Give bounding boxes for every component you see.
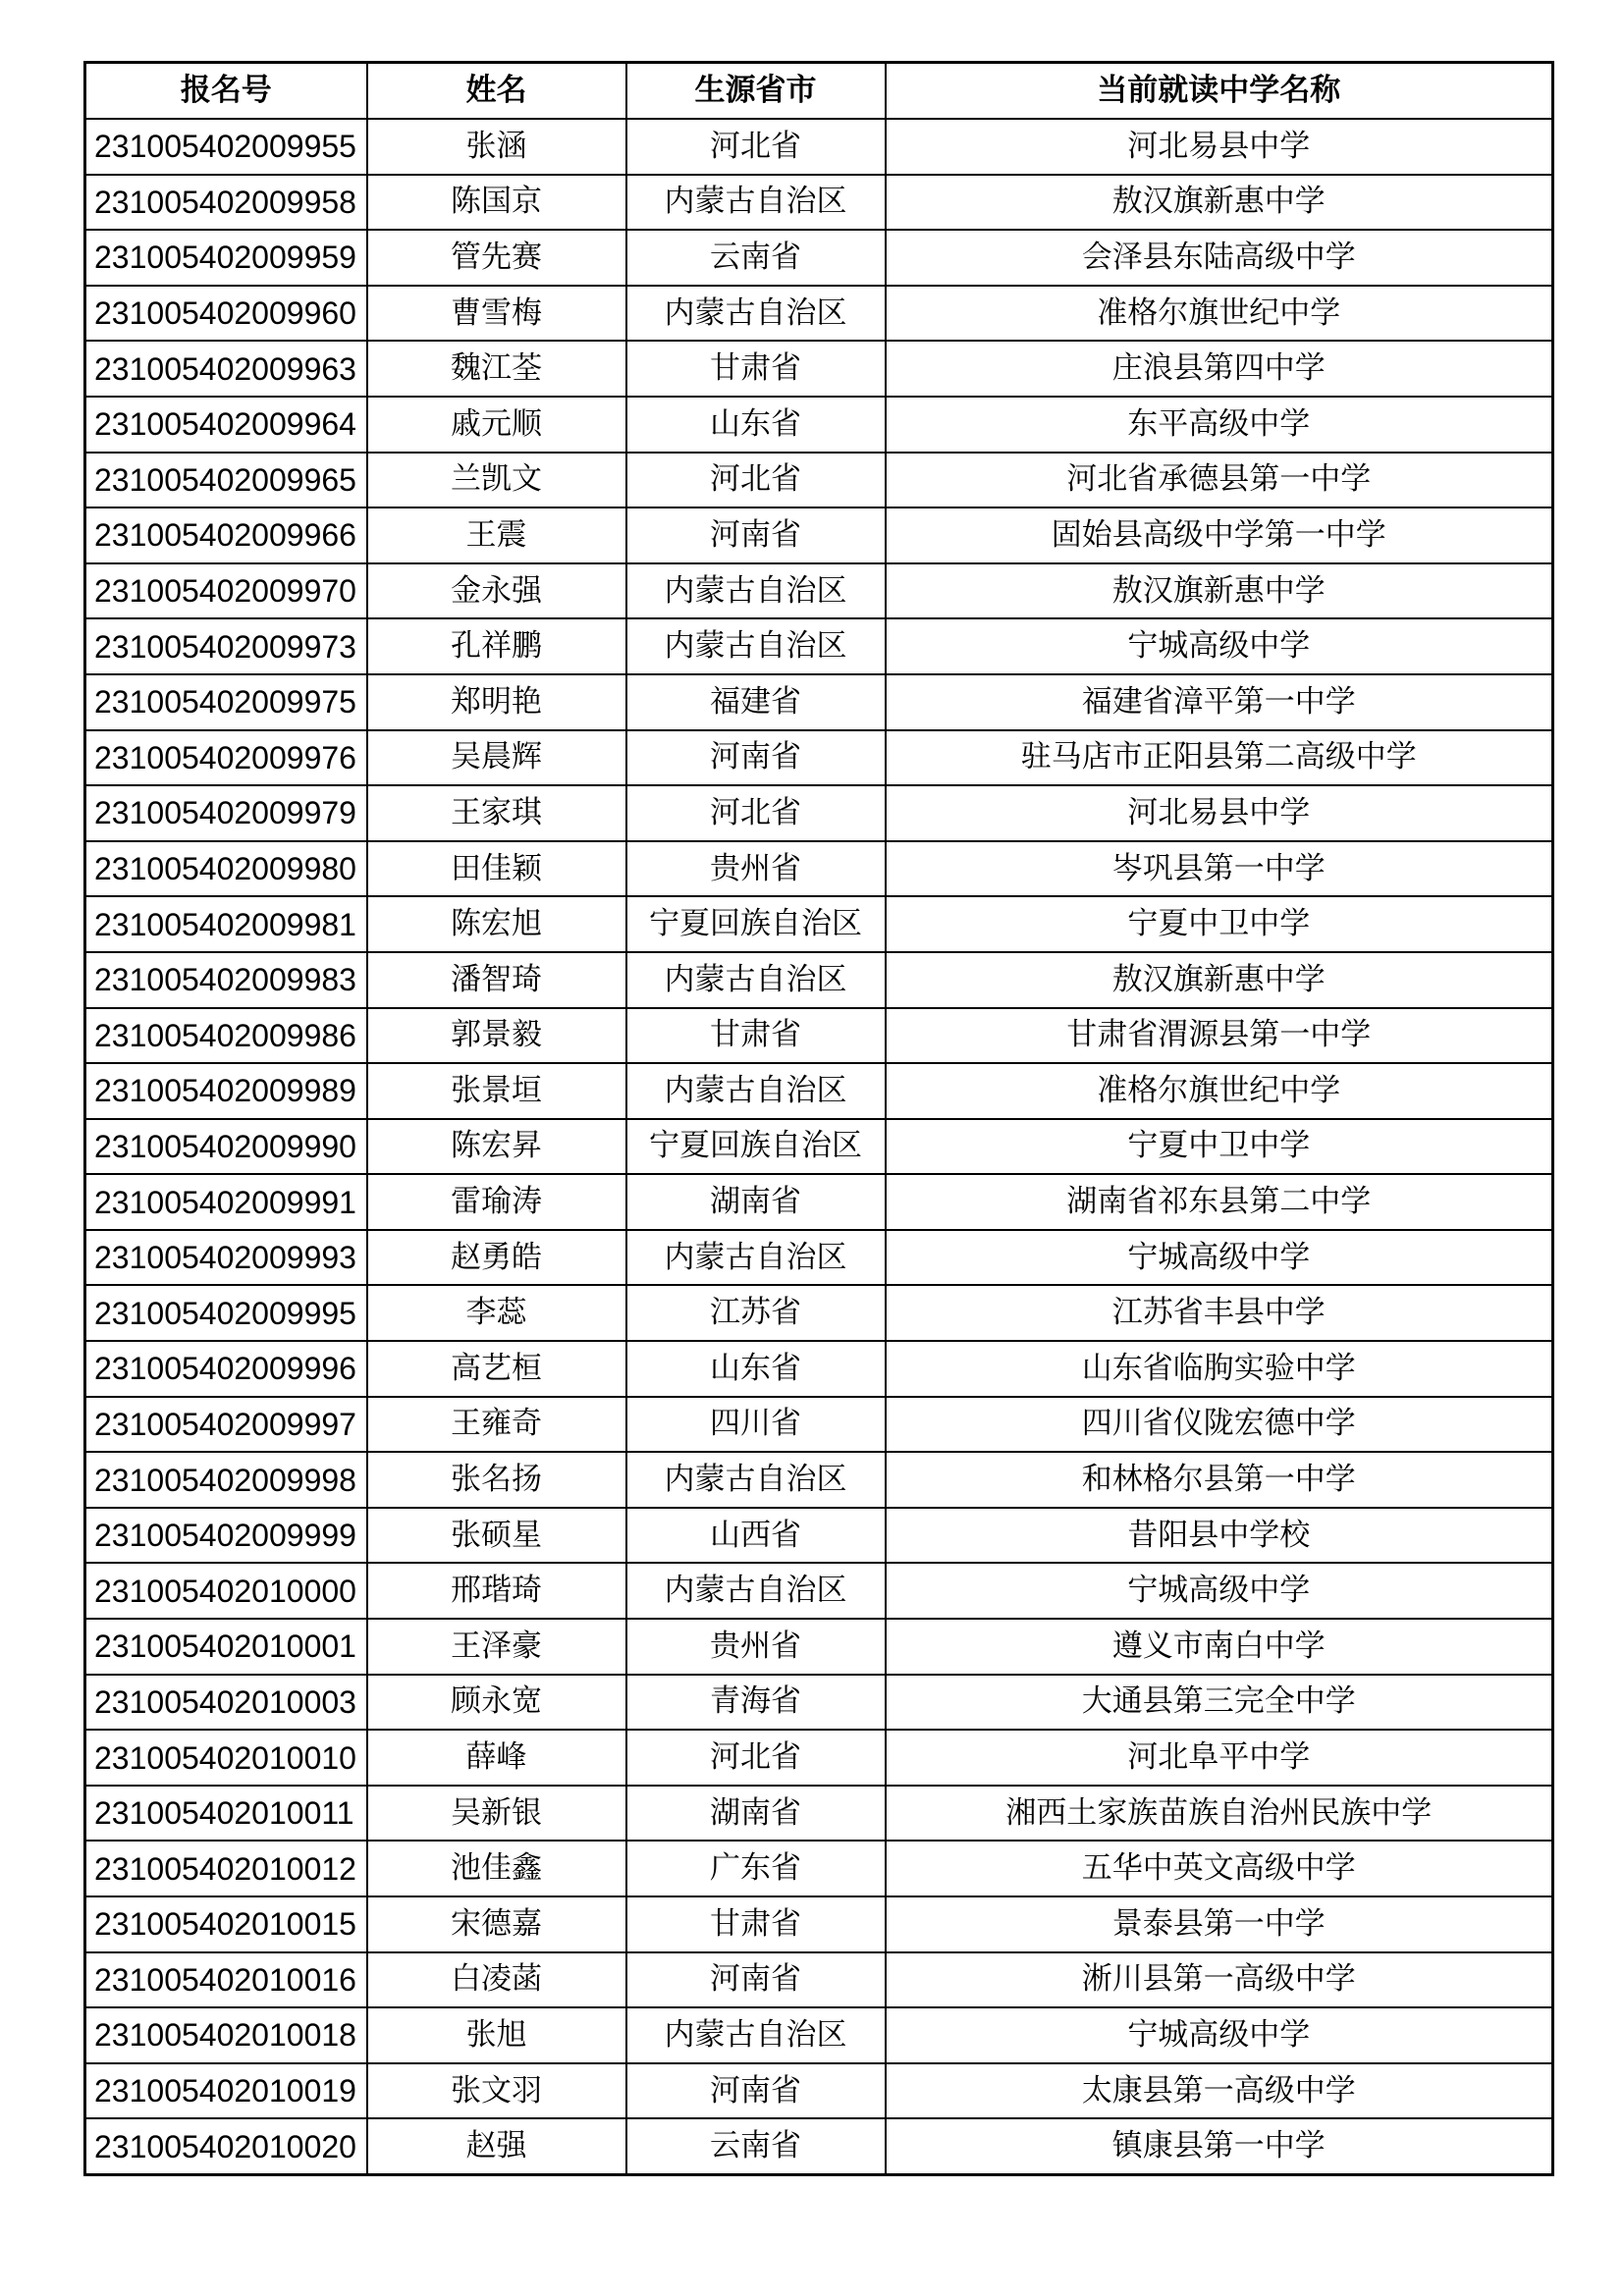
- current-school-cell: 江苏省丰县中学: [886, 1285, 1553, 1341]
- registration-number-cell: 231005402010015: [85, 1896, 367, 1952]
- student-name-cell: 池佳鑫: [367, 1841, 626, 1896]
- table-row: [85, 1563, 1553, 1619]
- table-row: [85, 1675, 1553, 1731]
- home-province-cell: 内蒙古自治区: [626, 1230, 886, 1286]
- registration-number-cell: 231005402009981: [85, 896, 367, 952]
- home-province-cell: 内蒙古自治区: [626, 618, 886, 674]
- student-name-cell: 张涵: [367, 119, 626, 175]
- home-province-cell: 山东省: [626, 397, 886, 453]
- registration-number-cell: 231005402009979: [85, 785, 367, 841]
- student-name-cell: 郭景毅: [367, 1008, 626, 1064]
- registration-number-cell: 231005402009989: [85, 1063, 367, 1119]
- current-school-cell: 准格尔旗世纪中学: [886, 286, 1553, 342]
- student-name-cell: 高艺桓: [367, 1341, 626, 1397]
- student-name-cell: 吴新银: [367, 1786, 626, 1842]
- home-province-cell: 内蒙古自治区: [626, 1063, 886, 1119]
- home-province-cell: 河南省: [626, 2063, 886, 2119]
- registration-number-cell: 231005402009993: [85, 1230, 367, 1286]
- header-name: 姓名: [367, 63, 626, 120]
- table-row: [85, 785, 1553, 841]
- student-name-cell: 顾永宽: [367, 1675, 626, 1731]
- current-school-cell: 河北阜平中学: [886, 1730, 1553, 1786]
- current-school-cell: 宁夏中卫中学: [886, 1119, 1553, 1175]
- current-school-cell: 敖汉旗新惠中学: [886, 563, 1553, 619]
- table-row: [85, 563, 1553, 619]
- home-province-cell: 甘肃省: [626, 341, 886, 397]
- current-school-cell: 景泰县第一中学: [886, 1896, 1553, 1952]
- current-school-cell: 淅川县第一高级中学: [886, 1952, 1553, 2008]
- registration-number-cell: 231005402010010: [85, 1730, 367, 1786]
- registration-number-cell: 231005402009986: [85, 1008, 367, 1064]
- student-name-cell: 张硕星: [367, 1508, 626, 1564]
- header-registration-number: 报名号: [85, 63, 367, 120]
- student-name-cell: 王家琪: [367, 785, 626, 841]
- table-row: [85, 341, 1553, 397]
- current-school-cell: 湖南省祁东县第二中学: [886, 1174, 1553, 1230]
- student-name-cell: 张景垣: [367, 1063, 626, 1119]
- student-name-cell: 赵勇皓: [367, 1230, 626, 1286]
- student-name-cell: 金永强: [367, 563, 626, 619]
- home-province-cell: 山西省: [626, 1508, 886, 1564]
- student-name-cell: 陈国京: [367, 175, 626, 231]
- current-school-cell: 四川省仪陇宏德中学: [886, 1397, 1553, 1453]
- table-row: [85, 1341, 1553, 1397]
- home-province-cell: 内蒙古自治区: [626, 952, 886, 1008]
- current-school-cell: 河北易县中学: [886, 785, 1553, 841]
- current-school-cell: 甘肃省渭源县第一中学: [886, 1008, 1553, 1064]
- home-province-cell: 内蒙古自治区: [626, 2007, 886, 2063]
- table-row: [85, 2007, 1553, 2063]
- current-school-cell: 驻马店市正阳县第二高级中学: [886, 730, 1553, 786]
- current-school-cell: 昔阳县中学校: [886, 1508, 1553, 1564]
- registration-number-cell: 231005402010016: [85, 1952, 367, 2008]
- table-row: [85, 1397, 1553, 1453]
- current-school-cell: 宁城高级中学: [886, 1230, 1553, 1286]
- student-name-cell: 王泽豪: [367, 1619, 626, 1675]
- student-name-cell: 吴晨辉: [367, 730, 626, 786]
- current-school-cell: 固始县高级中学第一中学: [886, 507, 1553, 563]
- registration-number-cell: 231005402009990: [85, 1119, 367, 1175]
- registration-number-cell: 231005402009975: [85, 674, 367, 730]
- registration-number-cell: 231005402009959: [85, 230, 367, 286]
- table-row: [85, 453, 1553, 508]
- table-row: [85, 1508, 1553, 1564]
- home-province-cell: 河南省: [626, 730, 886, 786]
- home-province-cell: 河南省: [626, 507, 886, 563]
- table-row: [85, 674, 1553, 730]
- table-row: [85, 1063, 1553, 1119]
- current-school-cell: 和林格尔县第一中学: [886, 1452, 1553, 1508]
- current-school-cell: 遵义市南白中学: [886, 1619, 1553, 1675]
- table-row: [85, 230, 1553, 286]
- registration-number-cell: 231005402010020: [85, 2118, 367, 2174]
- home-province-cell: 内蒙古自治区: [626, 286, 886, 342]
- registration-number-cell: 231005402009996: [85, 1341, 367, 1397]
- registration-number-cell: 231005402009966: [85, 507, 367, 563]
- table-row: [85, 618, 1553, 674]
- table-row: [85, 397, 1553, 453]
- table-row: [85, 841, 1553, 897]
- student-name-cell: 宋德嘉: [367, 1896, 626, 1952]
- home-province-cell: 广东省: [626, 1841, 886, 1896]
- current-school-cell: 敖汉旗新惠中学: [886, 952, 1553, 1008]
- registration-number-cell: 231005402009983: [85, 952, 367, 1008]
- current-school-cell: 东平高级中学: [886, 397, 1553, 453]
- current-school-cell: 大通县第三完全中学: [886, 1675, 1553, 1731]
- registration-number-cell: 231005402009960: [85, 286, 367, 342]
- student-name-cell: 陈宏昇: [367, 1119, 626, 1175]
- current-school-cell: 会泽县东陆高级中学: [886, 230, 1553, 286]
- current-school-cell: 准格尔旗世纪中学: [886, 1063, 1553, 1119]
- registration-number-cell: 231005402009964: [85, 397, 367, 453]
- registration-number-cell: 231005402009955: [85, 119, 367, 175]
- home-province-cell: 贵州省: [626, 1619, 886, 1675]
- student-name-cell: 邢瑎琦: [367, 1563, 626, 1619]
- home-province-cell: 河北省: [626, 119, 886, 175]
- home-province-cell: 福建省: [626, 674, 886, 730]
- table-row: [85, 952, 1553, 1008]
- home-province-cell: 河北省: [626, 1730, 886, 1786]
- home-province-cell: 宁夏回族自治区: [626, 1119, 886, 1175]
- table-row: [85, 1841, 1553, 1896]
- student-name-cell: 魏江荃: [367, 341, 626, 397]
- registration-number-cell: 231005402010011: [85, 1786, 367, 1842]
- header-home-province: 生源省市: [626, 63, 886, 120]
- registration-number-cell: 231005402010019: [85, 2063, 367, 2119]
- home-province-cell: 河北省: [626, 785, 886, 841]
- home-province-cell: 内蒙古自治区: [626, 1563, 886, 1619]
- registration-number-cell: 231005402009998: [85, 1452, 367, 1508]
- student-name-cell: 田佳颖: [367, 841, 626, 897]
- table-row: [85, 175, 1553, 231]
- registration-number-cell: 231005402009991: [85, 1174, 367, 1230]
- current-school-cell: 宁城高级中学: [886, 2007, 1553, 2063]
- home-province-cell: 湖南省: [626, 1786, 886, 1842]
- table-row: [85, 1452, 1553, 1508]
- registration-number-cell: 231005402010000: [85, 1563, 367, 1619]
- table-row: [85, 2118, 1553, 2174]
- table-row: [85, 1730, 1553, 1786]
- table-row: [85, 2063, 1553, 2119]
- registration-number-cell: 231005402009976: [85, 730, 367, 786]
- student-name-cell: 张名扬: [367, 1452, 626, 1508]
- table-row: [85, 286, 1553, 342]
- registration-number-cell: 231005402009970: [85, 563, 367, 619]
- student-name-cell: 张文羽: [367, 2063, 626, 2119]
- home-province-cell: 湖南省: [626, 1174, 886, 1230]
- home-province-cell: 江苏省: [626, 1285, 886, 1341]
- current-school-cell: 山东省临朐实验中学: [886, 1341, 1553, 1397]
- student-name-cell: 曹雪梅: [367, 286, 626, 342]
- home-province-cell: 贵州省: [626, 841, 886, 897]
- table-row: [85, 1952, 1553, 2008]
- current-school-cell: 庄浪县第四中学: [886, 341, 1553, 397]
- table-row: [85, 1896, 1553, 1952]
- registration-number-cell: 231005402009965: [85, 453, 367, 508]
- home-province-cell: 内蒙古自治区: [626, 175, 886, 231]
- home-province-cell: 四川省: [626, 1397, 886, 1453]
- registration-number-cell: 231005402010018: [85, 2007, 367, 2063]
- home-province-cell: 甘肃省: [626, 1008, 886, 1064]
- current-school-cell: 宁城高级中学: [886, 618, 1553, 674]
- current-school-cell: 河北省承德县第一中学: [886, 453, 1553, 508]
- current-school-cell: 宁夏中卫中学: [886, 896, 1553, 952]
- registration-number-cell: 231005402009999: [85, 1508, 367, 1564]
- home-province-cell: 内蒙古自治区: [626, 1452, 886, 1508]
- current-school-cell: 岑巩县第一中学: [886, 841, 1553, 897]
- table-row: [85, 1119, 1553, 1175]
- student-name-cell: 薛峰: [367, 1730, 626, 1786]
- student-name-cell: 孔祥鹏: [367, 618, 626, 674]
- table-row: [85, 1619, 1553, 1675]
- current-school-cell: 宁城高级中学: [886, 1563, 1553, 1619]
- home-province-cell: 云南省: [626, 230, 886, 286]
- home-province-cell: 河北省: [626, 453, 886, 508]
- table-row: [85, 1230, 1553, 1286]
- header-row: [85, 63, 1553, 120]
- registration-number-cell: 231005402010003: [85, 1675, 367, 1731]
- registration-number-cell: 231005402010012: [85, 1841, 367, 1896]
- registration-number-cell: 231005402009997: [85, 1397, 367, 1453]
- current-school-cell: 河北易县中学: [886, 119, 1553, 175]
- table-row: [85, 730, 1553, 786]
- student-name-cell: 王震: [367, 507, 626, 563]
- student-name-cell: 陈宏旭: [367, 896, 626, 952]
- table-row: [85, 119, 1553, 175]
- student-name-cell: 李蕊: [367, 1285, 626, 1341]
- table-row: [85, 1786, 1553, 1842]
- registration-number-cell: 231005402009963: [85, 341, 367, 397]
- home-province-cell: 宁夏回族自治区: [626, 896, 886, 952]
- table-row: [85, 896, 1553, 952]
- current-school-cell: 湘西土家族苗族自治州民族中学: [886, 1786, 1553, 1842]
- home-province-cell: 青海省: [626, 1675, 886, 1731]
- home-province-cell: 内蒙古自治区: [626, 563, 886, 619]
- registration-number-cell: 231005402009995: [85, 1285, 367, 1341]
- student-roster-table: [83, 61, 1554, 2176]
- table-header: [85, 63, 1553, 120]
- student-name-cell: 雷瑜涛: [367, 1174, 626, 1230]
- current-school-cell: 太康县第一高级中学: [886, 2063, 1553, 2119]
- current-school-cell: 福建省漳平第一中学: [886, 674, 1553, 730]
- current-school-cell: 镇康县第一中学: [886, 2118, 1553, 2174]
- registration-number-cell: 231005402009958: [85, 175, 367, 231]
- roster-sheet: [83, 61, 1554, 2176]
- student-name-cell: 张旭: [367, 2007, 626, 2063]
- home-province-cell: 云南省: [626, 2118, 886, 2174]
- table-row: [85, 1285, 1553, 1341]
- registration-number-cell: 231005402010001: [85, 1619, 367, 1675]
- table-row: [85, 1008, 1553, 1064]
- table-body: [85, 119, 1553, 2174]
- student-name-cell: 郑明艳: [367, 674, 626, 730]
- student-name-cell: 赵强: [367, 2118, 626, 2174]
- student-name-cell: 王雍奇: [367, 1397, 626, 1453]
- student-name-cell: 兰凯文: [367, 453, 626, 508]
- home-province-cell: 甘肃省: [626, 1896, 886, 1952]
- student-name-cell: 潘智琦: [367, 952, 626, 1008]
- table-row: [85, 1174, 1553, 1230]
- home-province-cell: 河南省: [626, 1952, 886, 2008]
- registration-number-cell: 231005402009980: [85, 841, 367, 897]
- registration-number-cell: 231005402009973: [85, 618, 367, 674]
- home-province-cell: 山东省: [626, 1341, 886, 1397]
- student-name-cell: 戚元顺: [367, 397, 626, 453]
- table-row: [85, 507, 1553, 563]
- student-name-cell: 管先赛: [367, 230, 626, 286]
- current-school-cell: 敖汉旗新惠中学: [886, 175, 1553, 231]
- current-school-cell: 五华中英文高级中学: [886, 1841, 1553, 1896]
- header-current-school: 当前就读中学名称: [886, 63, 1553, 120]
- student-name-cell: 白凌菡: [367, 1952, 626, 2008]
